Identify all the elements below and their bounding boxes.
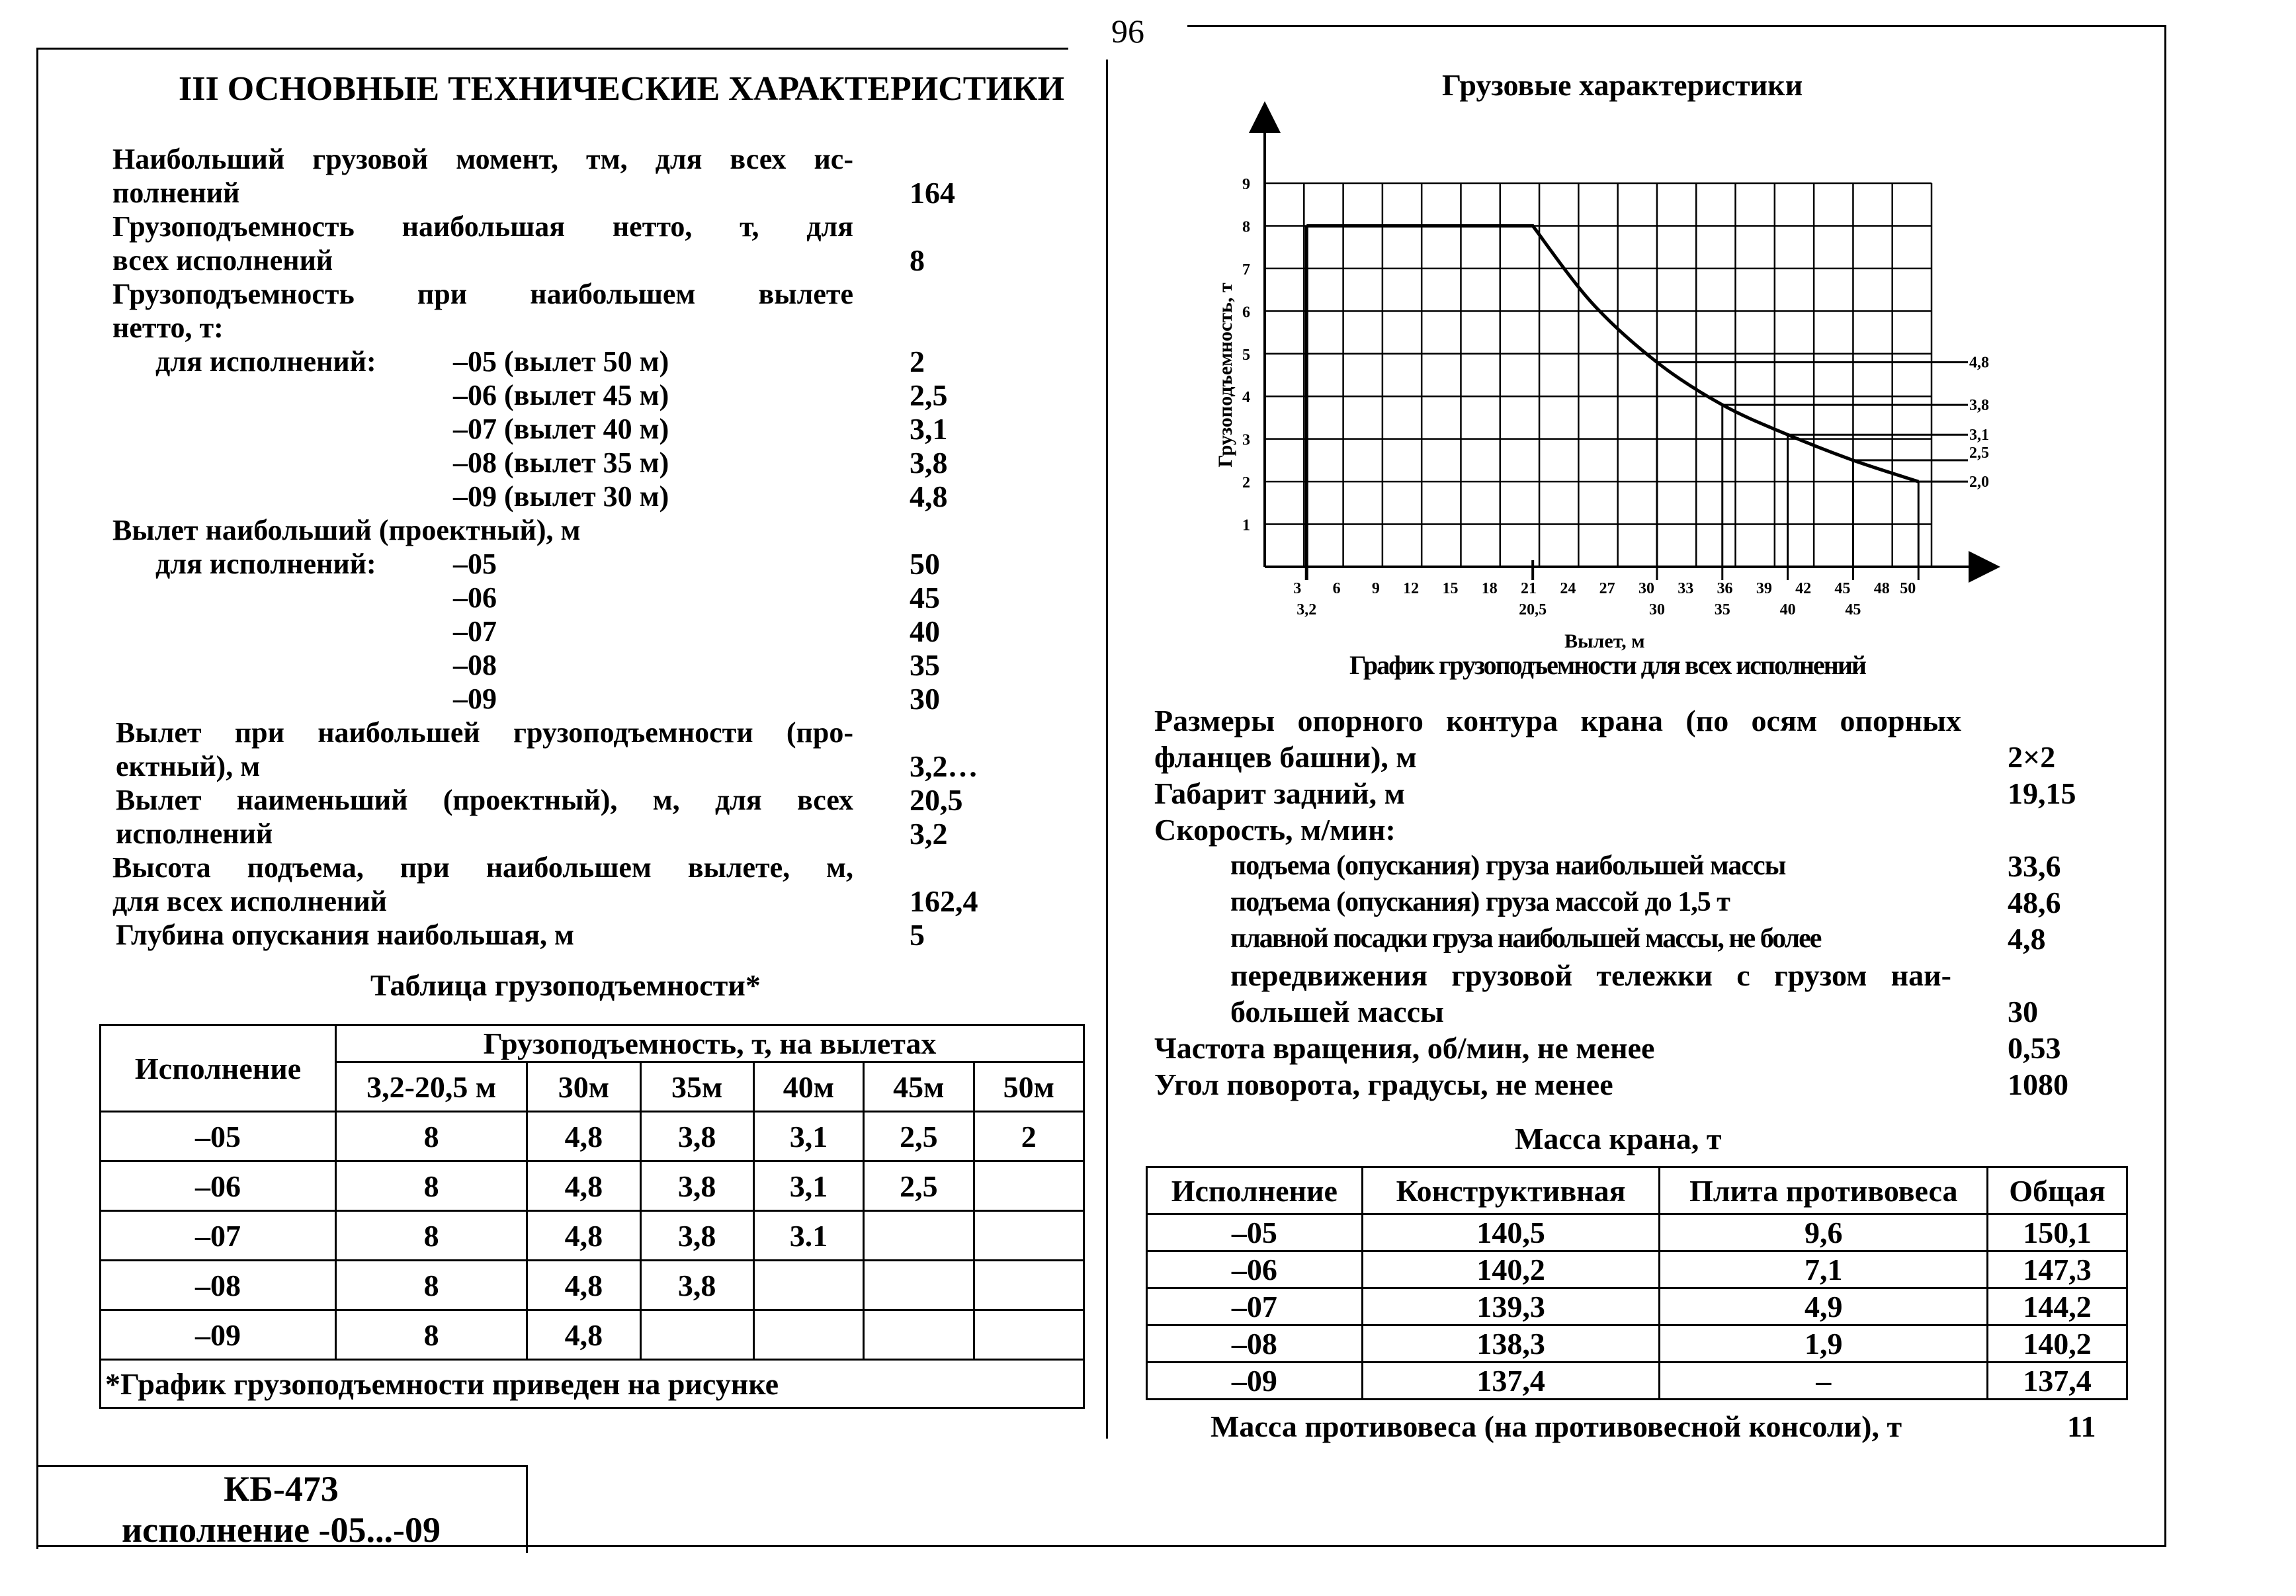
load-chart	[1204, 99, 2057, 694]
spec-reachatmax-value: 3,2…20,5	[910, 749, 978, 817]
spec-speed-item-label: плавной посадки груза наибольшей массы, не более	[1230, 923, 1821, 954]
x-tick-label: 42	[1795, 580, 1812, 597]
mass-cell: 9,6	[1660, 1214, 1988, 1251]
y-tick-label: 2	[1242, 474, 1250, 492]
chart-grid	[1265, 183, 1932, 567]
spec-height-l1: Высота подъема, при наибольшем вылете, м,	[112, 851, 853, 884]
center-divider	[1106, 60, 1108, 1439]
mass-cell: 1,9	[1660, 1325, 1988, 1363]
stamp-versions: исполнение -05...-09	[121, 1510, 441, 1550]
x-tick-label: 33	[1678, 580, 1694, 597]
spec-rotfreq-value: 0,53	[2008, 1031, 2061, 1065]
y-tick-label: 5	[1242, 346, 1250, 364]
spec-reach-item-label: –07	[453, 615, 497, 648]
page-number: 96	[1111, 13, 1144, 50]
load-table-title: Таблица грузоподъемности*	[370, 968, 761, 1002]
x-tick-label: 50	[1900, 580, 1916, 597]
counterweight-label: Масса противовеса (на противовесной консоли), т	[1211, 1409, 1902, 1443]
load-cell	[753, 1261, 863, 1310]
load-table-header-group: Грузоподъемность, т, на вылетах	[336, 1025, 1084, 1062]
table-row	[1147, 1251, 2127, 1288]
load-table-header-reach: 3,2-20,5 м	[336, 1062, 527, 1112]
load-table-header-reach: 35м	[640, 1062, 753, 1112]
spec-moment-l1: Наибольший грузовой момент, тм, для всех ис-	[112, 143, 853, 175]
x-tick-label: 48	[1873, 580, 1890, 597]
load-cell	[974, 1310, 1084, 1360]
spec-reach-item-label: –08	[453, 649, 497, 681]
table-row	[101, 1261, 1084, 1310]
chart-x-label: Вылет, м	[1564, 630, 1645, 652]
x-tick-label: 6	[1332, 580, 1341, 597]
spec-depth-value: 5	[910, 918, 925, 952]
spec-for-versions2: для исполнений:	[155, 548, 376, 580]
x-tick-label-lower: 20,5	[1519, 601, 1547, 618]
frame-right-edge	[2164, 25, 2166, 1546]
load-cell: 4,8	[527, 1310, 640, 1360]
load-cell	[753, 1310, 863, 1360]
load-cell: 4,8	[527, 1211, 640, 1261]
mass-cell: 147,3	[1987, 1251, 2127, 1288]
x-tick-label-lower: 3,2	[1297, 601, 1317, 618]
load-cell: 3,8	[640, 1211, 753, 1261]
load-cell: 3,8	[640, 1261, 753, 1310]
spec-capreach-item-value: 3,8	[910, 446, 948, 480]
spec-capreach-item-label: –07 (вылет 40 м)	[453, 413, 669, 445]
load-cell: 3,8	[640, 1112, 753, 1161]
spec-contour-value: 2×2	[2008, 740, 2056, 774]
mass-cell: 140,2	[1362, 1251, 1660, 1288]
spec-capreach-item-label: –06 (вылет 45 м)	[453, 379, 669, 411]
spec-capreach-item-label: –08 (вылет 35 м)	[453, 446, 669, 479]
load-cell: 8	[336, 1310, 527, 1360]
spec-reachmin-l2: исполнений	[116, 818, 273, 850]
load-cell-version: –08	[101, 1261, 336, 1310]
load-table-header-reach: 40м	[753, 1062, 863, 1112]
x-tick-label-lower: 40	[1779, 601, 1796, 618]
annotation-label: 3,8	[1969, 397, 1989, 415]
spec-reach-item-label: –06	[453, 581, 497, 614]
spec-rear-value: 19,15	[2008, 777, 2076, 810]
spec-trolley-l1: передвижения грузовой тележки с грузом наи-	[1230, 958, 1951, 992]
chart-y-label: Грузоподъемность, т	[1214, 282, 1236, 468]
load-table-header-reach: 50м	[974, 1062, 1084, 1112]
spec-capmax-value: 8	[910, 243, 925, 277]
mass-cell: –05	[1147, 1214, 1363, 1251]
stamp-model: КБ-473	[224, 1469, 339, 1509]
mass-cell: 137,4	[1987, 1363, 2127, 1400]
y-tick-label: 8	[1242, 218, 1250, 236]
annotation-label: 3,1	[1969, 427, 1989, 444]
spec-height-value: 162,4	[910, 884, 978, 918]
load-cell: 8	[336, 1161, 527, 1211]
mass-cell: 150,1	[1987, 1214, 2127, 1251]
y-tick-label: 1	[1242, 517, 1250, 534]
mass-cell: –06	[1147, 1251, 1363, 1288]
spec-rotfreq-label: Частота вращения, об/мин, не менее	[1154, 1031, 1655, 1065]
load-cell: 2,5	[864, 1161, 974, 1211]
chart-annotations	[1657, 355, 1989, 580]
mass-cell: 7,1	[1660, 1251, 1988, 1288]
spec-for-versions: для исполнений:	[155, 345, 376, 378]
load-cell: 8	[336, 1211, 527, 1261]
load-cell: 4,8	[527, 1261, 640, 1310]
load-cell: 3,8	[640, 1161, 753, 1211]
load-table-footnote: *График грузоподъемности приведен на рисунке	[101, 1360, 1084, 1408]
mass-cell: –	[1660, 1363, 1988, 1400]
x-tick-label-lower: 45	[1845, 601, 1861, 618]
load-cell: 2	[974, 1112, 1084, 1161]
counterweight-value: 11	[2067, 1409, 2096, 1443]
mass-cell: 139,3	[1362, 1288, 1660, 1325]
spec-reach-item-label: –05	[453, 548, 497, 580]
mass-cell: –09	[1147, 1363, 1363, 1400]
x-tick-label: 30	[1638, 580, 1654, 597]
mass-cell: 140,2	[1987, 1325, 2127, 1363]
spec-capreach-item-label: –09 (вылет 30 м)	[453, 480, 669, 513]
spec-reachatmax-l2: ектный), м	[116, 750, 261, 782]
load-cell	[640, 1310, 753, 1360]
table-row	[101, 1310, 1084, 1360]
section-heading: III ОСНОВНЫЕ ТЕХНИЧЕСКИЕ ХАРАКТЕРИСТИКИ	[179, 70, 1065, 108]
y-tick-label: 7	[1242, 261, 1250, 278]
load-cell	[864, 1211, 974, 1261]
chart-caption: График грузоподъемности для всех исполнений	[1349, 650, 1865, 680]
spec-trolley-value: 30	[2008, 995, 2038, 1029]
mass-cell: 4,9	[1660, 1288, 1988, 1325]
x-tick-label: 27	[1599, 580, 1615, 597]
spec-capreach-item-value: 4,8	[910, 480, 948, 513]
spec-reachmin-value: 3,2	[910, 817, 948, 851]
load-table	[99, 1024, 1085, 1409]
mass-table	[1146, 1166, 2128, 1400]
title-stamp	[36, 1465, 528, 1553]
x-tick-label-lower: 35	[1714, 601, 1730, 618]
mass-cell: 138,3	[1362, 1325, 1660, 1363]
table-row	[101, 1112, 1084, 1161]
table-row	[1147, 1288, 2127, 1325]
y-tick-label: 9	[1242, 176, 1250, 193]
frame-left-edge	[36, 48, 38, 1549]
x-tick-label: 39	[1756, 580, 1772, 597]
x-tick-label: 12	[1403, 580, 1420, 597]
spec-reachmax-l1: Вылет наибольший (проектный), м	[112, 514, 581, 546]
x-tick-label: 24	[1560, 580, 1576, 597]
annotation-label: 2,0	[1969, 474, 1989, 491]
mass-cell: 140,5	[1362, 1214, 1660, 1251]
spec-speed-item-label: подъема (опускания) груза массой до 1,5 т	[1230, 887, 1730, 917]
spec-rear-label: Габарит задний, м	[1154, 777, 1406, 810]
spec-reach-item-value: 50	[910, 547, 940, 581]
spec-moment-value: 164	[910, 176, 955, 210]
spec-reach-item-value: 30	[910, 682, 940, 716]
spec-reachmin-l1: Вылет наименьший (проектный), м, для всех	[116, 784, 853, 816]
spec-trolley-l2: большей массы	[1230, 995, 1444, 1029]
x-tick-label: 15	[1442, 580, 1459, 597]
y-tick-label: 4	[1242, 389, 1250, 407]
load-cell: 4,8	[527, 1161, 640, 1211]
spec-capreach-item-value: 2	[910, 345, 925, 378]
mass-cell: 137,4	[1362, 1363, 1660, 1400]
spec-depth-l1: Глубина опускания наибольшая, м	[116, 919, 574, 951]
spec-capreach-l2: нетто, т:	[112, 312, 224, 344]
load-cell	[864, 1310, 974, 1360]
annotation-label: 2,5	[1969, 444, 1989, 462]
top-rule-right	[1187, 25, 2166, 27]
chart-title: Грузовые характеристики	[1442, 68, 1803, 102]
x-tick-label: 21	[1521, 580, 1537, 597]
spec-speed-label: Скорость, м/мин:	[1154, 813, 1396, 847]
mass-header: Исполнение	[1147, 1167, 1363, 1214]
load-cell: 2,5	[864, 1112, 974, 1161]
y-tick-label: 3	[1242, 431, 1250, 449]
chart-axes	[1265, 117, 1984, 567]
spec-reach-item-value: 35	[910, 648, 940, 682]
table-row	[101, 1211, 1084, 1261]
load-cell-version: –07	[101, 1211, 336, 1261]
load-cell: 4,8	[527, 1112, 640, 1161]
spec-capreach-item-value: 2,5	[910, 378, 948, 412]
spec-capmax-l1: Грузоподъемность наибольшая нетто, т, для	[112, 210, 853, 243]
load-cell	[974, 1161, 1084, 1211]
load-cell-version: –05	[101, 1112, 336, 1161]
specs-left	[112, 142, 978, 952]
spec-speed-item-value: 48,6	[2008, 886, 2061, 919]
spec-reach-item-label: –09	[453, 683, 497, 715]
table-row	[1147, 1363, 2127, 1400]
load-cell-version: –09	[101, 1310, 336, 1360]
load-cell	[974, 1261, 1084, 1310]
table-row	[101, 1161, 1084, 1211]
spec-reachatmax-l1: Вылет при наибольшей грузоподъемности (про-	[116, 716, 853, 749]
mass-cell: 144,2	[1987, 1288, 2127, 1325]
load-table-header-reach: 45м	[864, 1062, 974, 1112]
load-cell	[974, 1211, 1084, 1261]
table-row	[101, 1360, 1084, 1408]
y-tick-label: 6	[1242, 304, 1250, 321]
spec-contour-l1: Размеры опорного контура крана (по осям опорных	[1154, 704, 1961, 737]
table-row	[1147, 1214, 2127, 1251]
x-tick-label: 9	[1371, 580, 1380, 597]
spec-contour-l2: фланцев башни), м	[1154, 740, 1417, 774]
x-tick-label-lower: 30	[1648, 601, 1665, 618]
load-cell: 3.1	[753, 1211, 863, 1261]
spec-speed-item-value: 33,6	[2008, 849, 2061, 883]
load-table-header-reach: 30м	[527, 1062, 640, 1112]
spec-moment-l2: полнений	[112, 177, 240, 209]
mass-header: Общая	[1987, 1167, 2127, 1214]
mass-table-title: Масса крана, т	[1515, 1122, 1722, 1155]
spec-capmax-l2: всех исполнений	[112, 244, 333, 276]
load-cell	[864, 1261, 974, 1310]
load-cell-version: –06	[101, 1161, 336, 1211]
mass-header: Плита противовеса	[1660, 1167, 1988, 1214]
load-cell: 3,1	[753, 1161, 863, 1211]
spec-capreach-item-label: –05 (вылет 50 м)	[453, 345, 669, 378]
mass-cell: –07	[1147, 1288, 1363, 1325]
x-tick-label: 45	[1834, 580, 1851, 597]
top-rule-left	[36, 48, 1068, 50]
spec-speed-item-value: 4,8	[2008, 922, 2046, 956]
spec-capreach-l1: Грузоподъемность при наибольшем вылете	[112, 278, 853, 310]
annotation-label: 4,8	[1969, 354, 1989, 372]
table-row	[1147, 1325, 2127, 1363]
spec-reach-item-value: 45	[910, 581, 940, 614]
specs-right	[1154, 702, 2107, 1113]
chart-series	[1306, 226, 1918, 580]
spec-height-l2: для всех исполнений	[112, 885, 388, 917]
load-cell: 3,1	[753, 1112, 863, 1161]
load-cell: 8	[336, 1112, 527, 1161]
x-tick-label: 18	[1481, 580, 1498, 597]
x-tick-label: 36	[1717, 580, 1733, 597]
load-table-header-version: Исполнение	[101, 1025, 336, 1112]
x-tick-label: 3	[1293, 580, 1302, 597]
spec-capreach-item-value: 3,1	[910, 412, 948, 446]
spec-reach-item-value: 40	[910, 614, 940, 648]
spec-rotangle-value: 1080	[2008, 1068, 2068, 1101]
spec-rotangle-label: Угол поворота, градусы, не менее	[1154, 1068, 1613, 1101]
load-cell: 8	[336, 1261, 527, 1310]
mass-header: Конструктивная	[1362, 1167, 1660, 1214]
spec-speed-item-label: подъема (опускания) груза наибольшей массы	[1230, 851, 1786, 881]
mass-cell: –08	[1147, 1325, 1363, 1363]
